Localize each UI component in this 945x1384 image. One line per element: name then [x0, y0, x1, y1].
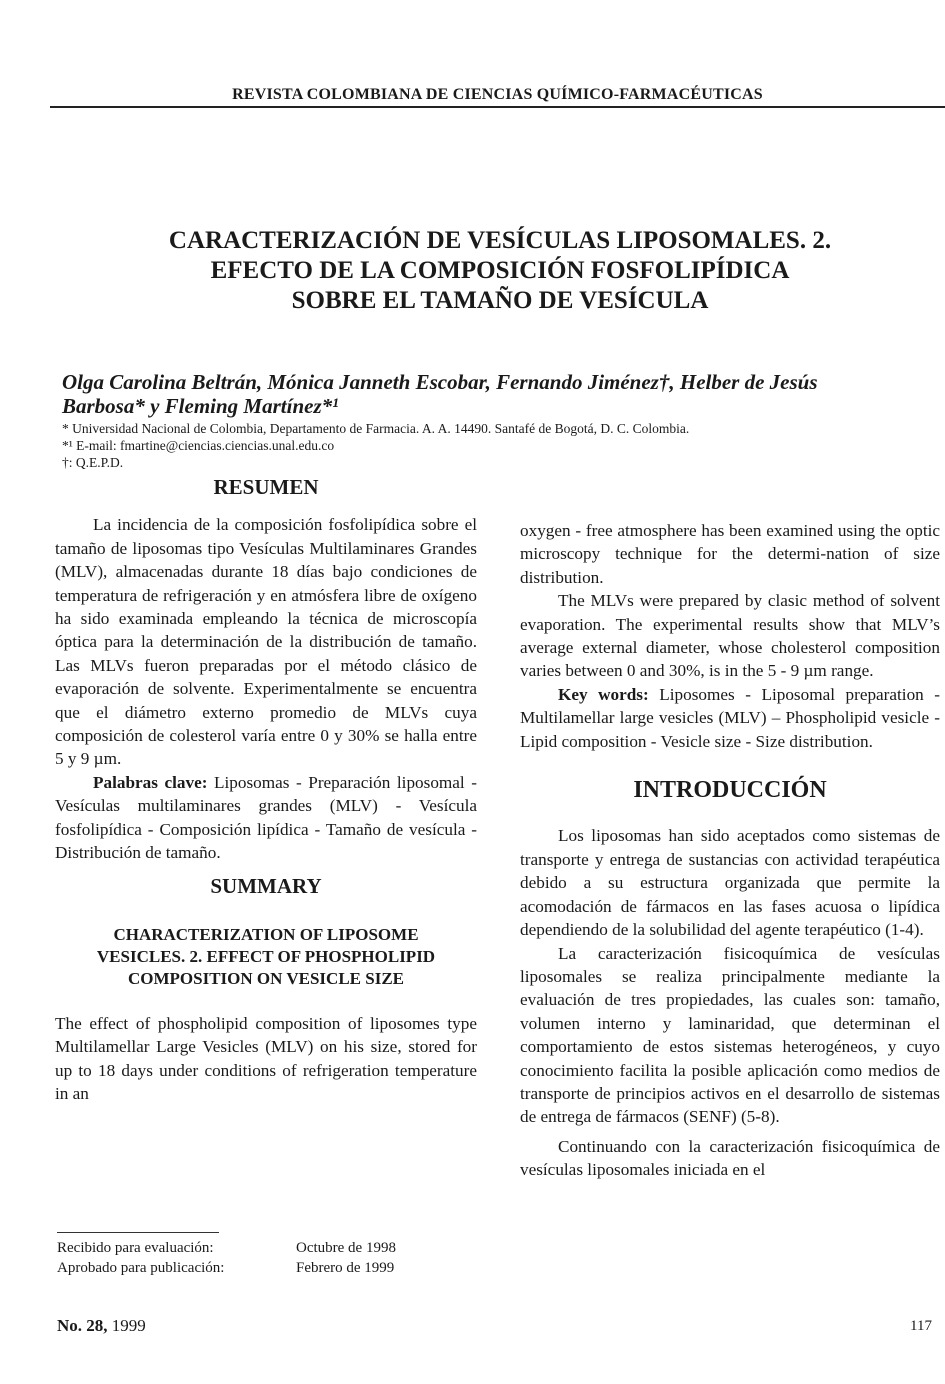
summary-body-2: The MLVs were prepared by clasic method of solvent evaporation. The experimental results show that MLV’s average external diameter, whose cholesterol composition varies between 0 and 30%, is in the 5 - 9 µm range.	[520, 591, 940, 681]
intro-paragraph: La caracterización fisicoquímica de vesículas liposomales se realiza principalmente mediante la evaluación de tres propiedades, las cuales son: tamaño, volumen interno y laminaridad, que determinan el comportamiento de estos sistemas heterogéneos, y cuyo conocimiento facilita la posible aplicación como medios de transporte de principios activos en el desarrollo de sistemas de entrega de fármacos (SENF) (5-8).	[520, 943, 940, 1127]
issue-info	[57, 1316, 146, 1336]
title-line: EFECTO DE LA COMPOSICIÓN FOSFOLIPÍDICA	[210, 257, 790, 284]
resumen-body: La incidencia de la composición fosfolipídica sobre el tamaño de liposomas tipo Vesículas Multilaminares Grandes (MLV), almacenadas durante 18 días bajo condiciones de temperatura de refrigeración y en atmósfera libre de oxígeno ha sido examinada empleando la técnica de microscopía óptica para la determinación de la distribución de tamaño. Las MLVs fueron preparadas por el método clásico de evaporación de solvente. Experimentalmente se encuentra que el diámetro externo promedio de MLVs cuya composición de colesterol varía entre 0 y 30% se halla entre 5 y 9 µm.	[55, 515, 477, 769]
summary-body-cont: oxygen - free atmosphere has been examined using the optic microscopy technique for the determi-nation of size distribution.	[520, 521, 940, 587]
note: †: Q.E.P.D.	[62, 455, 124, 470]
article-title	[100, 226, 900, 316]
summary-keywords	[520, 683, 940, 753]
english-title: CHARACTERIZATION OF LIPOSOME VESICLES. 2. EFFECT OF PHOSPHOLIPID COMPOSITION ON VESICLE SIZE	[96, 924, 436, 988]
keywords-label: Key words:	[558, 684, 649, 704]
affiliations	[62, 420, 922, 471]
title-line: SOBRE EL TAMAÑO DE VESÍCULA	[291, 287, 709, 314]
year: 1999	[111, 1316, 146, 1335]
issue-label: No. 28,	[57, 1316, 108, 1335]
footnote-rule	[57, 1232, 219, 1233]
resumen-keywords	[55, 771, 477, 865]
resumen-heading: RESUMEN	[213, 475, 319, 499]
received-label: Recibido para evaluación:	[57, 1240, 214, 1256]
email: *¹ E-mail: fmartine@ciencias.ciencias.unal.edu.co	[62, 438, 335, 453]
summary-body: The effect of phospholipid composition of liposomes type Multilamellar Large Vesicles (MLV) on his size, stored for up to 18 days under conditions of refrigeration temperature in an	[55, 1013, 477, 1104]
approved-date: Febrero de 1999	[296, 1260, 395, 1276]
authors-line: Barbosa* y Fleming Martínez*¹	[62, 394, 339, 418]
intro-paragraph: Continuando con la caracterización fisicoquímica de vesículas liposomales iniciada en el	[520, 1136, 940, 1180]
page-number: 117	[910, 1318, 932, 1334]
keywords-text: Liposomes - Liposomal preparation - Multilamellar large vesicles (MLV) – Phospholipid vesicle - Lipid composition - Vesicle size - Size distribution.	[520, 684, 941, 751]
keywords-label: Palabras clave:	[93, 772, 208, 792]
journal-header: REVISTA COLOMBIANA DE CIENCIAS QUÍMICO-FARMACÉUTICAS	[232, 86, 763, 103]
title-line: CARACTERIZACIÓN DE VESÍCULAS LIPOSOMALES. 2.	[168, 227, 832, 254]
affiliation: * Universidad Nacional de Colombia, Departamento de Farmacia. A. A. 14490. Santafé de Bogotá, D. C. Colombia.	[62, 421, 690, 436]
right-column	[520, 519, 940, 1182]
summary-heading: SUMMARY	[210, 873, 322, 898]
received-date: Octubre de 1998	[296, 1240, 396, 1256]
keywords-text: Liposomas - Preparación liposomal - Vesículas multilaminares grandes (MLV) - Vesícula fosfolipídica - Composición lipídica - Tamaño de vesícula - Distribución de tamaño.	[55, 772, 477, 863]
approved-label: Aprobado para publicación:	[57, 1260, 225, 1276]
authors	[62, 370, 922, 418]
authors-line: Olga Carolina Beltrán, Mónica Janneth Escobar, Fernando Jiménez†, Helber de Jesús	[62, 370, 818, 394]
left-column	[55, 476, 477, 1106]
intro-paragraph: Los liposomas han sido aceptados como sistemas de transporte y entrega de sustancias con actividad terapéutica debido a su estructura organizada que permite la acomodación de fármacos en las fases acuosa o lipídica dependiendo de la solubilidad del agente terapéutico (1-4).	[520, 826, 940, 940]
introduccion-heading: INTRODUCCIÓN	[633, 777, 827, 804]
header-rule	[50, 106, 945, 108]
